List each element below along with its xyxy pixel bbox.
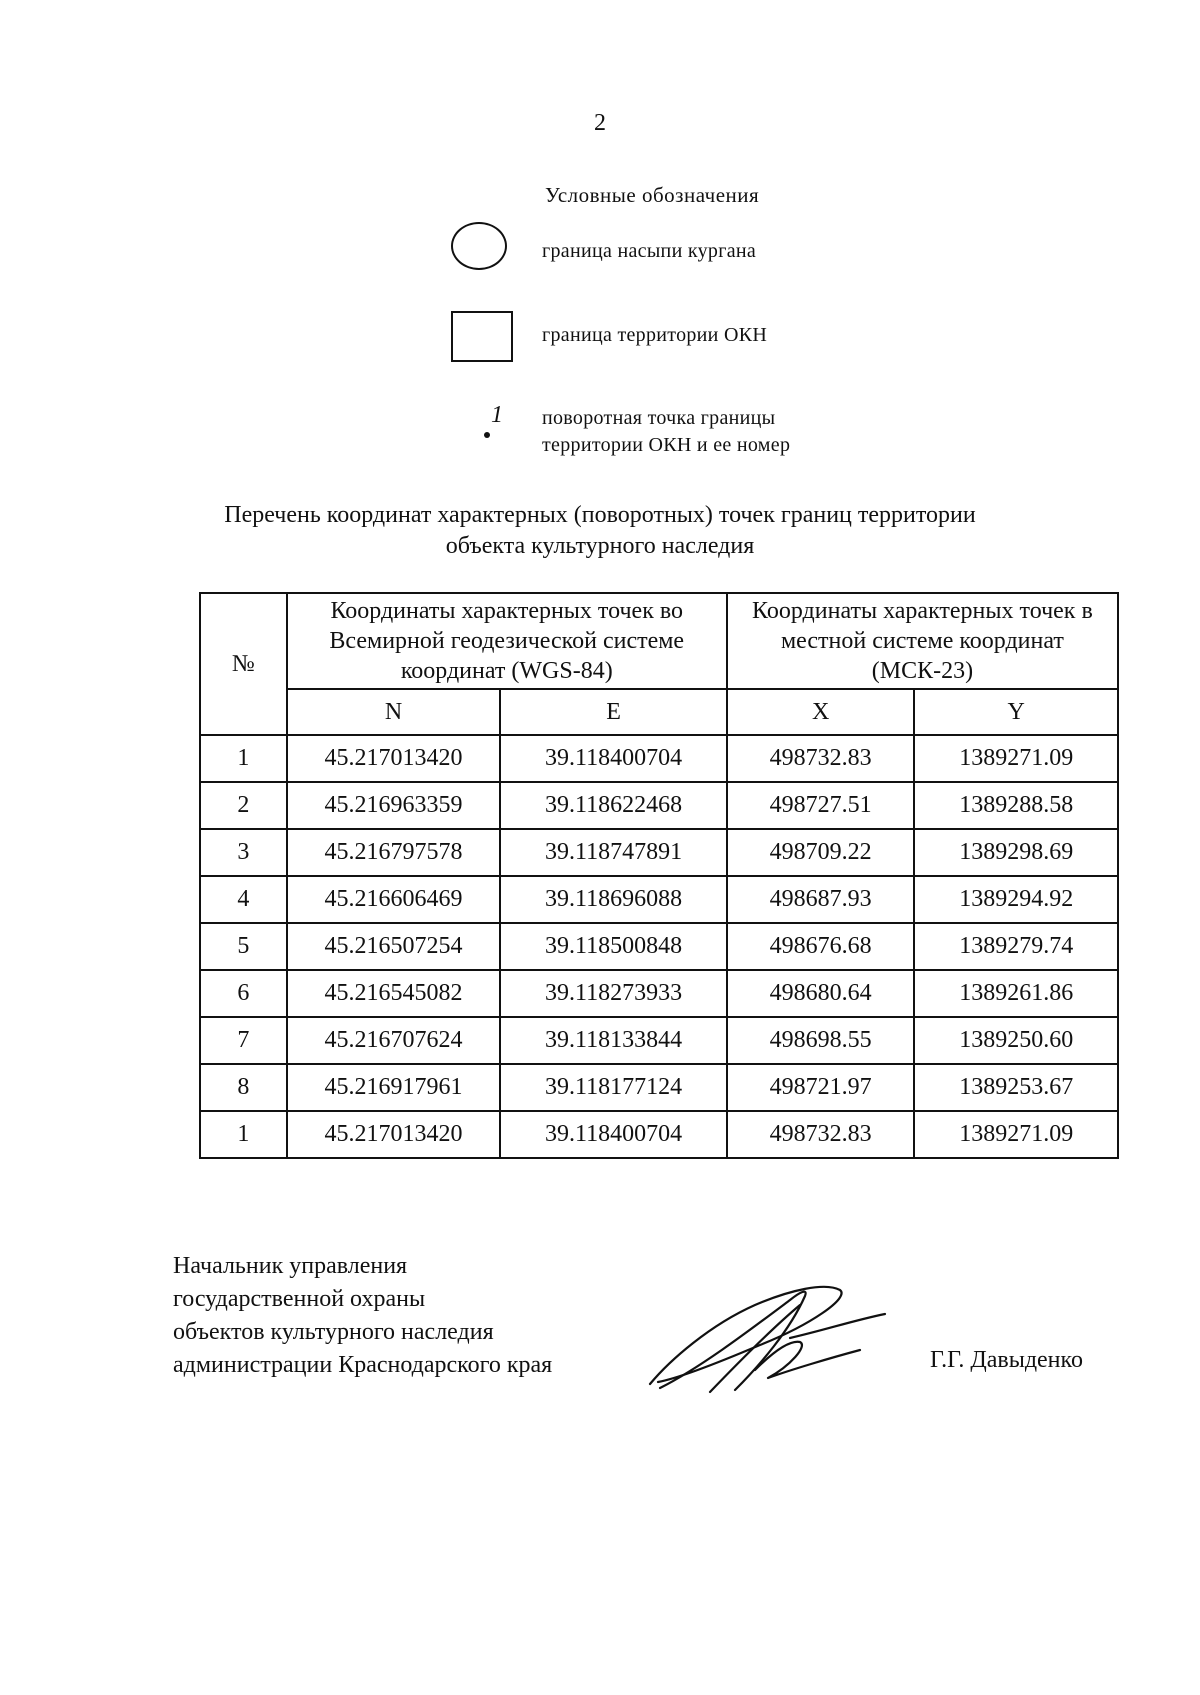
coord-y: 1389298.69 <box>914 829 1118 876</box>
table-row <box>200 829 1118 876</box>
point-number: 7 <box>200 1017 287 1064</box>
legend-item-territory-boundary: граница территории ОКН <box>542 324 768 346</box>
table-row <box>200 923 1118 970</box>
point-number: 4 <box>200 876 287 923</box>
boundary-point-marker-number: 1 <box>491 402 503 428</box>
coord-e: 39.118696088 <box>500 876 727 923</box>
coord-n: 45.216606469 <box>287 876 501 923</box>
coord-x: 498727.51 <box>727 782 915 829</box>
point-number: 3 <box>200 829 287 876</box>
signer-name: Г.Г. Давыденко <box>930 1347 1083 1373</box>
legend-item-turning-point-line2: территории ОКН и ее номер <box>542 434 791 456</box>
point-number: 2 <box>200 782 287 829</box>
coord-x: 498687.93 <box>727 876 915 923</box>
coord-y: 1389271.09 <box>914 735 1118 782</box>
point-number: 1 <box>200 1111 287 1158</box>
legend-title: Условные обозначения <box>545 183 760 207</box>
coord-n: 45.217013420 <box>287 735 501 782</box>
signer-position-line: государственной охраны <box>173 1286 426 1312</box>
coord-e: 39.118400704 <box>500 735 727 782</box>
list-title-line1: Перечень координат характерных (поворотных) точек границ территории <box>224 502 976 528</box>
coord-e: 39.118133844 <box>500 1017 727 1064</box>
coord-e: 39.118622468 <box>500 782 727 829</box>
coord-n: 45.216707624 <box>287 1017 501 1064</box>
coord-y: 1389253.67 <box>914 1064 1118 1111</box>
list-title-line2: объекта культурного наследия <box>445 533 755 559</box>
signer-position-line: объектов культурного наследия <box>173 1319 494 1345</box>
col-number-header: № <box>200 593 287 735</box>
table-row <box>200 970 1118 1017</box>
coord-x: 498721.97 <box>727 1064 915 1111</box>
coord-e: 39.118747891 <box>500 829 727 876</box>
wgs84-group-header: Координаты характерных точек во Всемирной геодезической системе координат (WGS-84) <box>287 593 727 689</box>
coord-y: 1389250.60 <box>914 1017 1118 1064</box>
coord-x: 498676.68 <box>727 923 915 970</box>
coord-e: 39.118177124 <box>500 1064 727 1111</box>
coord-n: 45.216917961 <box>287 1064 501 1111</box>
coord-n: 45.216545082 <box>287 970 501 1017</box>
signer-position <box>173 1250 552 1382</box>
table-row <box>200 735 1118 782</box>
page-number: 2 <box>594 110 606 136</box>
coord-x: 498732.83 <box>727 1111 915 1158</box>
table-row <box>200 1017 1118 1064</box>
coord-y: 1389261.86 <box>914 970 1118 1017</box>
col-y-header: Y <box>914 689 1118 735</box>
signer-position-line: Начальник управления <box>173 1253 408 1279</box>
coord-n: 45.216797578 <box>287 829 501 876</box>
msk23-group-header: Координаты характерных точек в местной системе координат (МСК-23) <box>727 593 1118 689</box>
coord-n: 45.216507254 <box>287 923 501 970</box>
coord-y: 1389288.58 <box>914 782 1118 829</box>
coord-x: 498698.55 <box>727 1017 915 1064</box>
table-row <box>200 1111 1118 1158</box>
table-row <box>200 876 1118 923</box>
legend-item-mound-boundary: граница насыпи кургана <box>542 240 757 262</box>
coord-e: 39.118500848 <box>500 923 727 970</box>
coord-e: 39.118273933 <box>500 970 727 1017</box>
square-outline-icon <box>451 311 513 362</box>
legend-item-turning-point-line1: поворотная точка границы <box>542 407 776 429</box>
col-x-header: X <box>727 689 915 735</box>
coord-n: 45.217013420 <box>287 1111 501 1158</box>
boundary-point-icon <box>484 432 490 438</box>
circle-outline-icon <box>451 222 507 270</box>
col-n-header: N <box>287 689 501 735</box>
table-row <box>200 782 1118 829</box>
point-number: 8 <box>200 1064 287 1111</box>
coord-y: 1389294.92 <box>914 876 1118 923</box>
coord-x: 498709.22 <box>727 829 915 876</box>
table-row <box>200 1064 1118 1111</box>
signer-position-line: администрации Краснодарского края <box>173 1352 553 1378</box>
coordinates-table <box>199 592 1119 1159</box>
coord-y: 1389279.74 <box>914 923 1118 970</box>
coord-x: 498680.64 <box>727 970 915 1017</box>
col-e-header: E <box>500 689 727 735</box>
point-number: 1 <box>200 735 287 782</box>
coord-y: 1389271.09 <box>914 1111 1118 1158</box>
coord-n: 45.216963359 <box>287 782 501 829</box>
point-number: 5 <box>200 923 287 970</box>
point-number: 6 <box>200 970 287 1017</box>
coord-x: 498732.83 <box>727 735 915 782</box>
handwritten-signature <box>640 1270 900 1400</box>
coord-e: 39.118400704 <box>500 1111 727 1158</box>
